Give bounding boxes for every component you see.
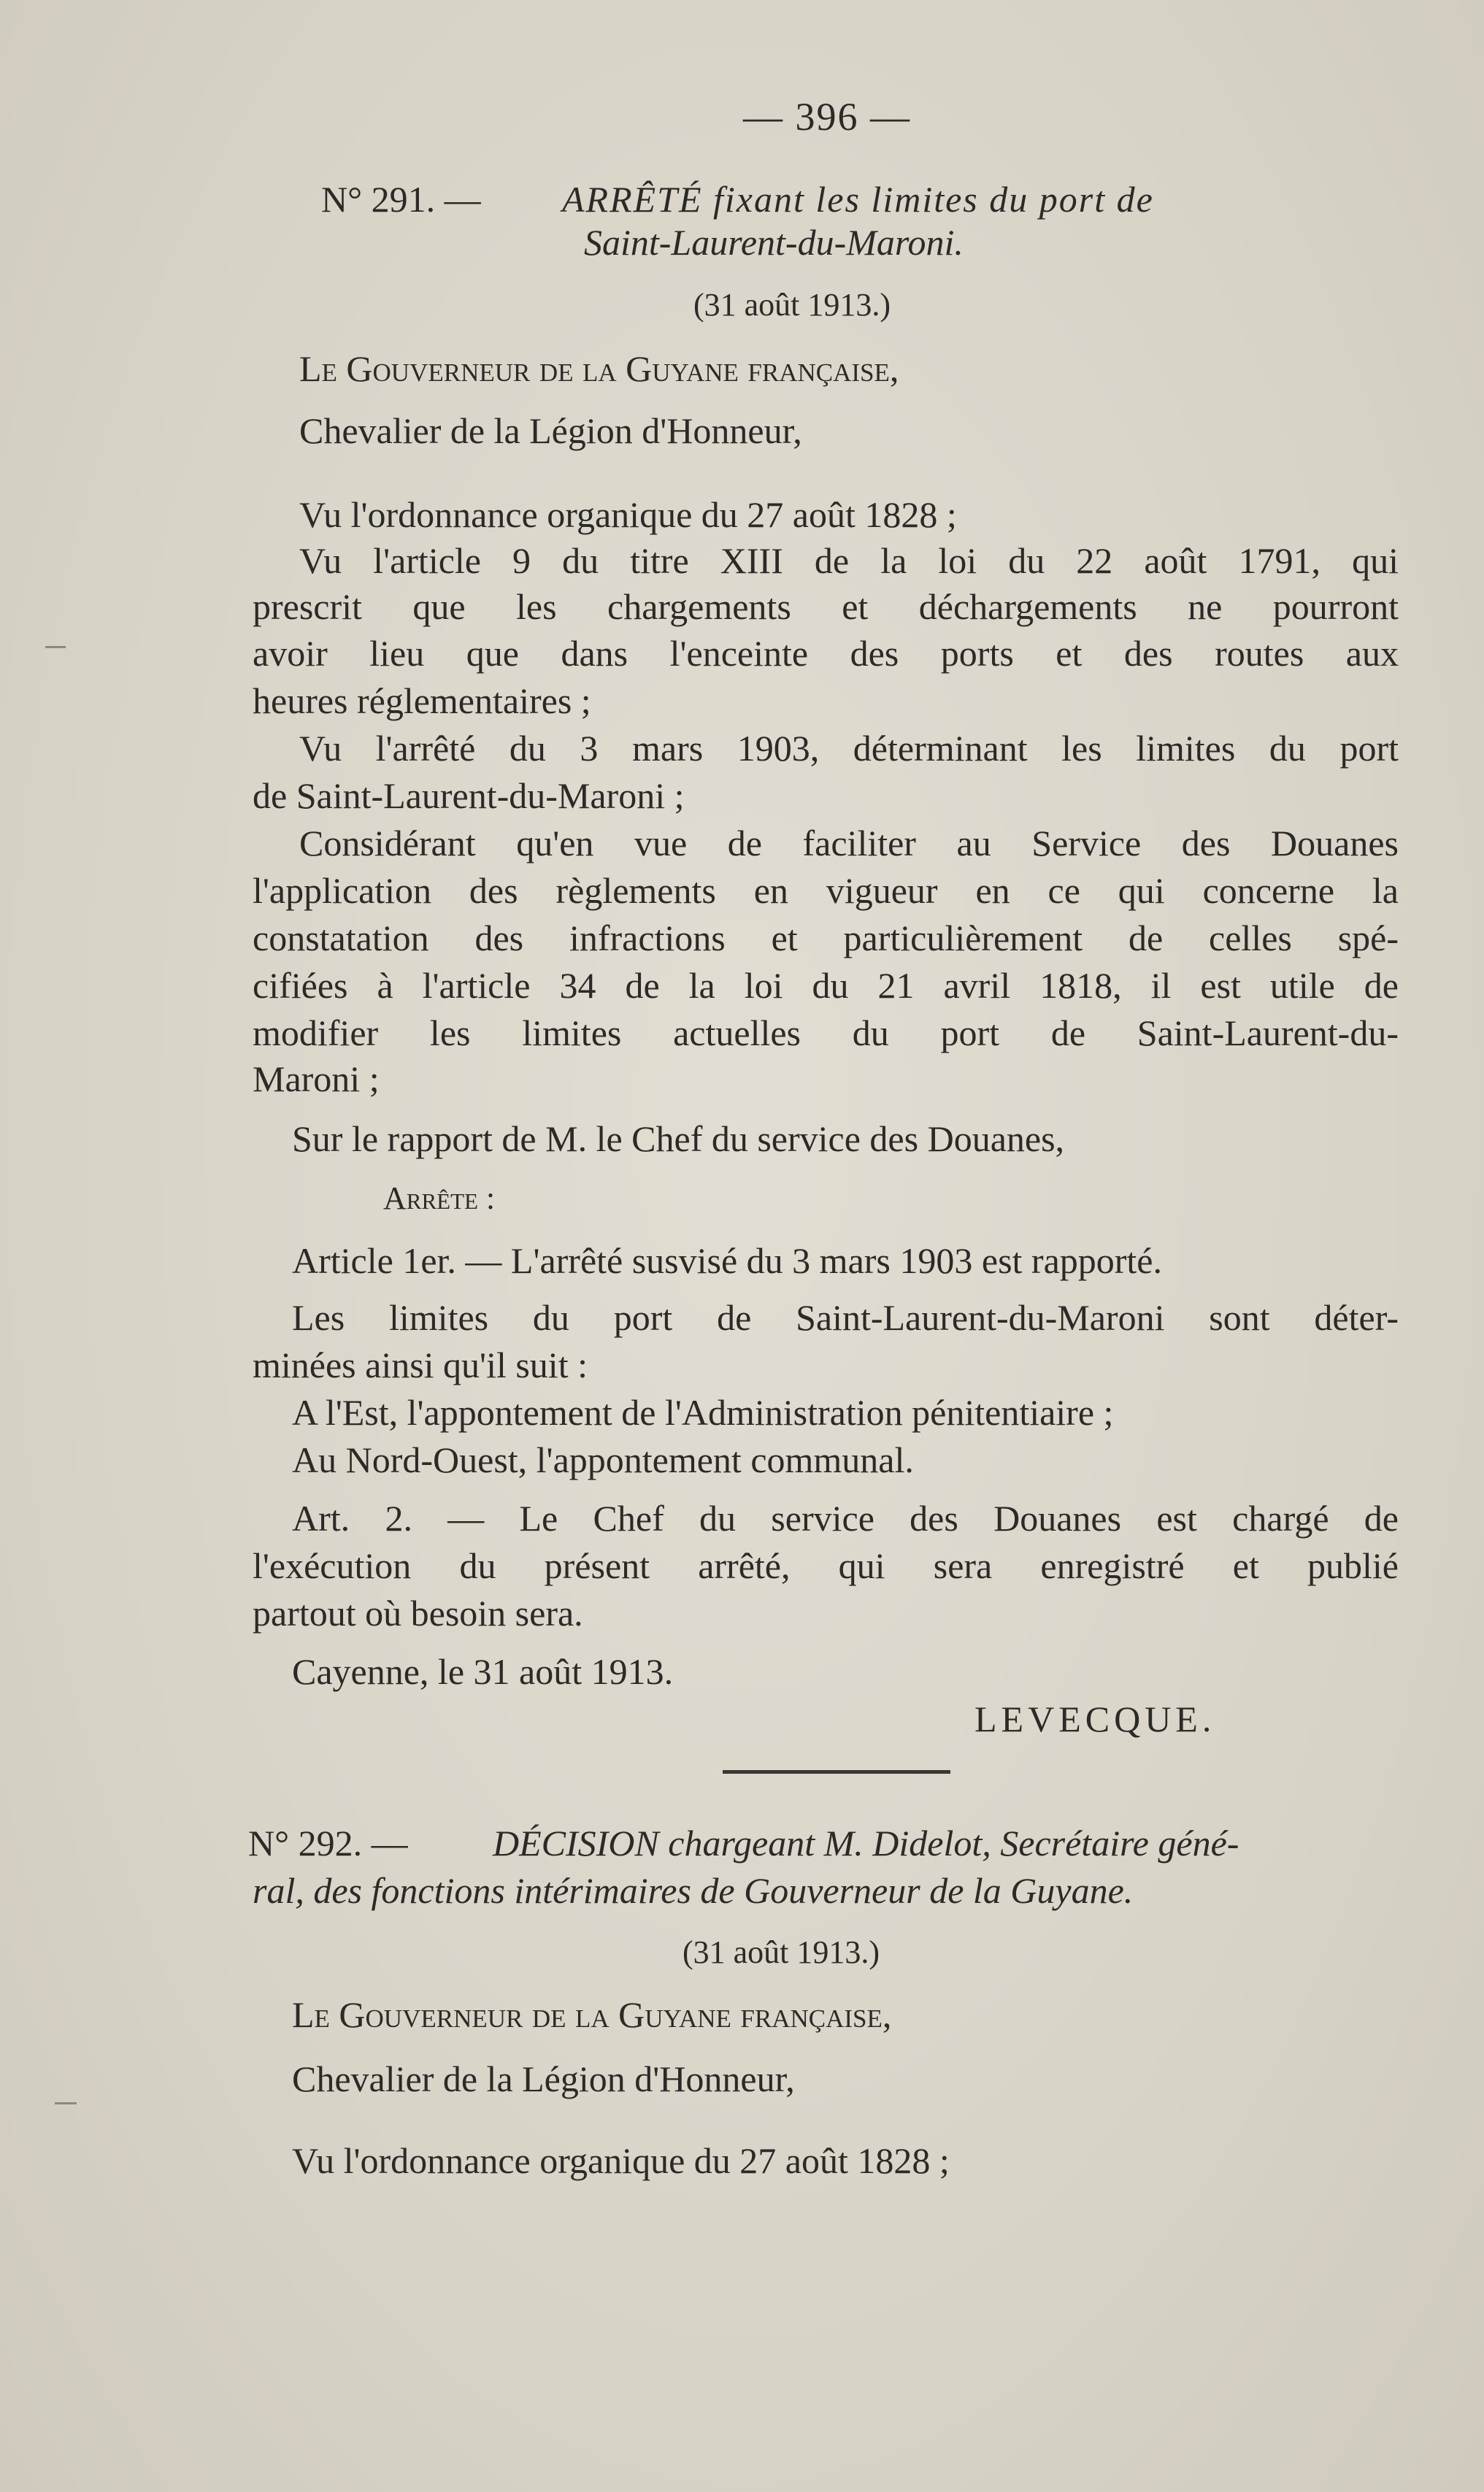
text-line: Maroni ; <box>253 1058 380 1099</box>
text-line: Sur le rapport de M. le Chef du service des Douanes, <box>292 1118 1065 1159</box>
text-line: Au Nord-Ouest, l'appontement communal. <box>292 1439 914 1480</box>
arrete-heading: Arrête : <box>383 1180 496 1216</box>
preamble-line: Chevalier de la Légion d'Honneur, <box>292 2058 795 2099</box>
act-date: (31 août 1913.) <box>693 287 891 323</box>
margin-mark <box>45 646 66 648</box>
margin-mark <box>55 2102 77 2104</box>
text-line: A l'Est, l'appontement de l'Administration pénitentiaire ; <box>292 1392 1114 1433</box>
text-line: Art. 2. — Le Chef du service des Douanes est chargé de <box>292 1498 1399 1539</box>
act-title-line: DÉCISION chargeant M. Didelot, Secrétaire géné- <box>493 1823 1239 1864</box>
text-line: Les limites du port de Saint-Laurent-du-Maroni sont déter- <box>292 1297 1399 1338</box>
text-line: Vu l'article 9 du titre XIII de la loi du 22 août 1791, qui <box>299 540 1399 581</box>
act-date: (31 août 1913.) <box>683 1934 880 1970</box>
text-line: Article 1er. — L'arrêté susvisé du 3 mars 1903 est rapporté. <box>292 1240 1162 1281</box>
signature: LEVECQUE. <box>974 1699 1216 1739</box>
text-line: avoir lieu que dans l'enceinte des ports et des routes aux <box>253 633 1399 674</box>
section-divider <box>723 1770 950 1774</box>
place-date-line: Cayenne, le 31 août 1913. <box>292 1651 674 1692</box>
act-title-line: Saint-Laurent-du-Maroni. <box>584 222 964 263</box>
text-line: Vu l'ordonnance organique du 27 août 1828 ; <box>292 2140 950 2181</box>
act-number: N° 291. — <box>321 179 481 220</box>
text-line: cifiées à l'article 34 de la loi du 21 avril 1818, il est utile de <box>253 965 1399 1006</box>
text-line: prescrit que les chargements et déchargements ne pourront <box>253 586 1399 627</box>
text-line: Considérant qu'en vue de faciliter au Service des Douanes <box>299 823 1399 864</box>
page-number: — 396 — <box>743 95 911 139</box>
act-title-line: ral, des fonctions intérimaires de Gouverneur de la Guyane. <box>253 1870 1134 1911</box>
text-line: heures réglementaires ; <box>253 680 591 721</box>
act-title-line: ARRÊTÉ fixant les limites du port de <box>562 179 1154 220</box>
text-line: l'application des règlements en vigueur en ce qui concerne la <box>253 870 1399 911</box>
text-line: partout où besoin sera. <box>253 1593 583 1634</box>
text-line: constatation des infractions et particulièrement de celles spé- <box>253 918 1399 958</box>
text-line: minées ainsi qu'il suit : <box>253 1345 588 1385</box>
text-line: de Saint-Laurent-du-Maroni ; <box>253 775 685 816</box>
text-line: Vu l'ordonnance organique du 27 août 1828 ; <box>299 494 957 535</box>
text-line: l'exécution du présent arrêté, qui sera enregistré et publié <box>253 1545 1399 1586</box>
preamble-line: Chevalier de la Légion d'Honneur, <box>299 410 802 451</box>
preamble-line: Le Gouverneur de la Guyane française, <box>299 348 899 389</box>
text-line: modifier les limites actuelles du port de Saint-Laurent-du- <box>253 1012 1399 1053</box>
preamble-line: Le Gouverneur de la Guyane française, <box>292 1994 892 2035</box>
text-line: Vu l'arrêté du 3 mars 1903, déterminant les limites du port <box>299 728 1399 769</box>
act-number: N° 292. — <box>248 1823 408 1864</box>
